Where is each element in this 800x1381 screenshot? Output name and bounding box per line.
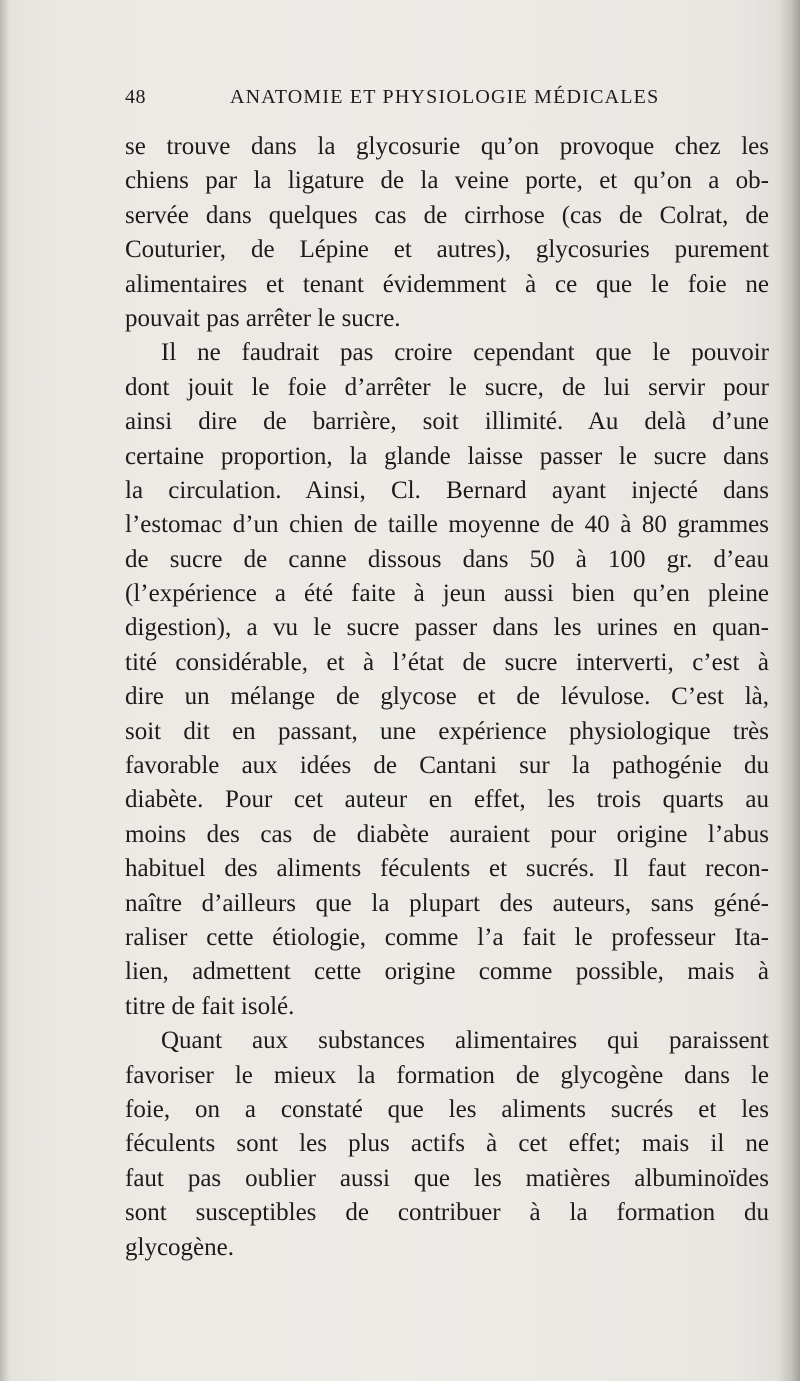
text-line: glycogène.: [125, 1233, 234, 1261]
text-line: tité considérable, et à l’état de sucre interverti, c’est à: [125, 648, 769, 676]
text-line: sont susceptibles de contribuer à la formation du: [125, 1199, 769, 1227]
text-line: digestion), a vu le sucre passer dans les urines en quan-: [125, 614, 769, 642]
text-line: la circulation. Ainsi, Cl. Bernard ayant injecté dans: [125, 476, 769, 504]
text-line: habituel des aliments féculents et sucrés. Il faut recon-: [125, 855, 769, 883]
text-line: de sucre de canne dissous dans 50 à 100 gr. d’eau: [125, 545, 769, 573]
text-line: moins des cas de diabète auraient pour origine l’abus: [125, 820, 769, 848]
text-line: favorable aux idées de Cantani sur la pathogénie du: [125, 752, 769, 780]
page-header: [125, 86, 765, 116]
text-line: favoriser le mieux la formation de glycogène dans le: [125, 1061, 769, 1089]
text-line: naître d’ailleurs que la plupart des auteurs, sans géné-: [125, 889, 769, 917]
text-line: titre de fait isolé.: [125, 992, 295, 1020]
text-line: lien, admettent cette origine comme possible, mais à: [125, 958, 769, 986]
text-line: servée dans quelques cas de cirrhose (cas de Colrat, de: [125, 201, 769, 229]
text-line: l’estomac d’un chien de taille moyenne de 40 à 80 grammes: [125, 511, 769, 539]
text-line: pouvait pas arrêter le sucre.: [125, 304, 401, 332]
page-number: 48: [125, 86, 146, 108]
text-line: (l’expérience a été faite à jeun aussi bien qu’en pleine: [125, 580, 769, 608]
page-left-edge-shadow: [0, 0, 10, 1381]
text-line: alimentaires et tenant évidemment à ce que le foie ne: [125, 270, 769, 298]
text-line: ainsi dire de barrière, soit illimité. Au delà d’une: [125, 408, 769, 436]
page-right-edge-shadow: [778, 0, 800, 1381]
text-line: certaine proportion, la glande laisse passer le sucre dans: [125, 442, 769, 470]
text-line: chiens par la ligature de la veine porte, et qu’on a ob-: [125, 167, 769, 195]
text-line: diabète. Pour cet auteur en effet, les trois quarts au: [125, 786, 769, 814]
body-text: [125, 130, 769, 1265]
text-line: dire un mélange de glycose et de lévulose. C’est là,: [125, 683, 769, 711]
text-line: Quant aux substances alimentaires qui paraissent: [161, 1027, 769, 1055]
text-line: faut pas oublier aussi que les matières albuminoïdes: [125, 1164, 769, 1192]
text-line: dont jouit le foie d’arrêter le sucre, de lui servir pour: [125, 373, 769, 401]
text-line: se trouve dans la glycosurie qu’on provoque chez les: [125, 133, 769, 160]
text-line: Il ne faudrait pas croire cependant que le pouvoir: [161, 339, 769, 367]
text-line: Couturier, de Lépine et autres), glycosuries purement: [125, 236, 769, 264]
text-line: raliser cette étiologie, comme l’a fait le professeur Ita-: [125, 923, 769, 951]
text-line: foie, on a constaté que les aliments sucrés et les: [125, 1095, 769, 1123]
text-line: soit dit en passant, une expérience physiologique très: [125, 717, 769, 745]
text-line: féculents sont les plus actifs à cet effet; mais il ne: [125, 1130, 769, 1158]
running-head: ANATOMIE ET PHYSIOLOGIE MÉDICALES: [230, 86, 660, 108]
